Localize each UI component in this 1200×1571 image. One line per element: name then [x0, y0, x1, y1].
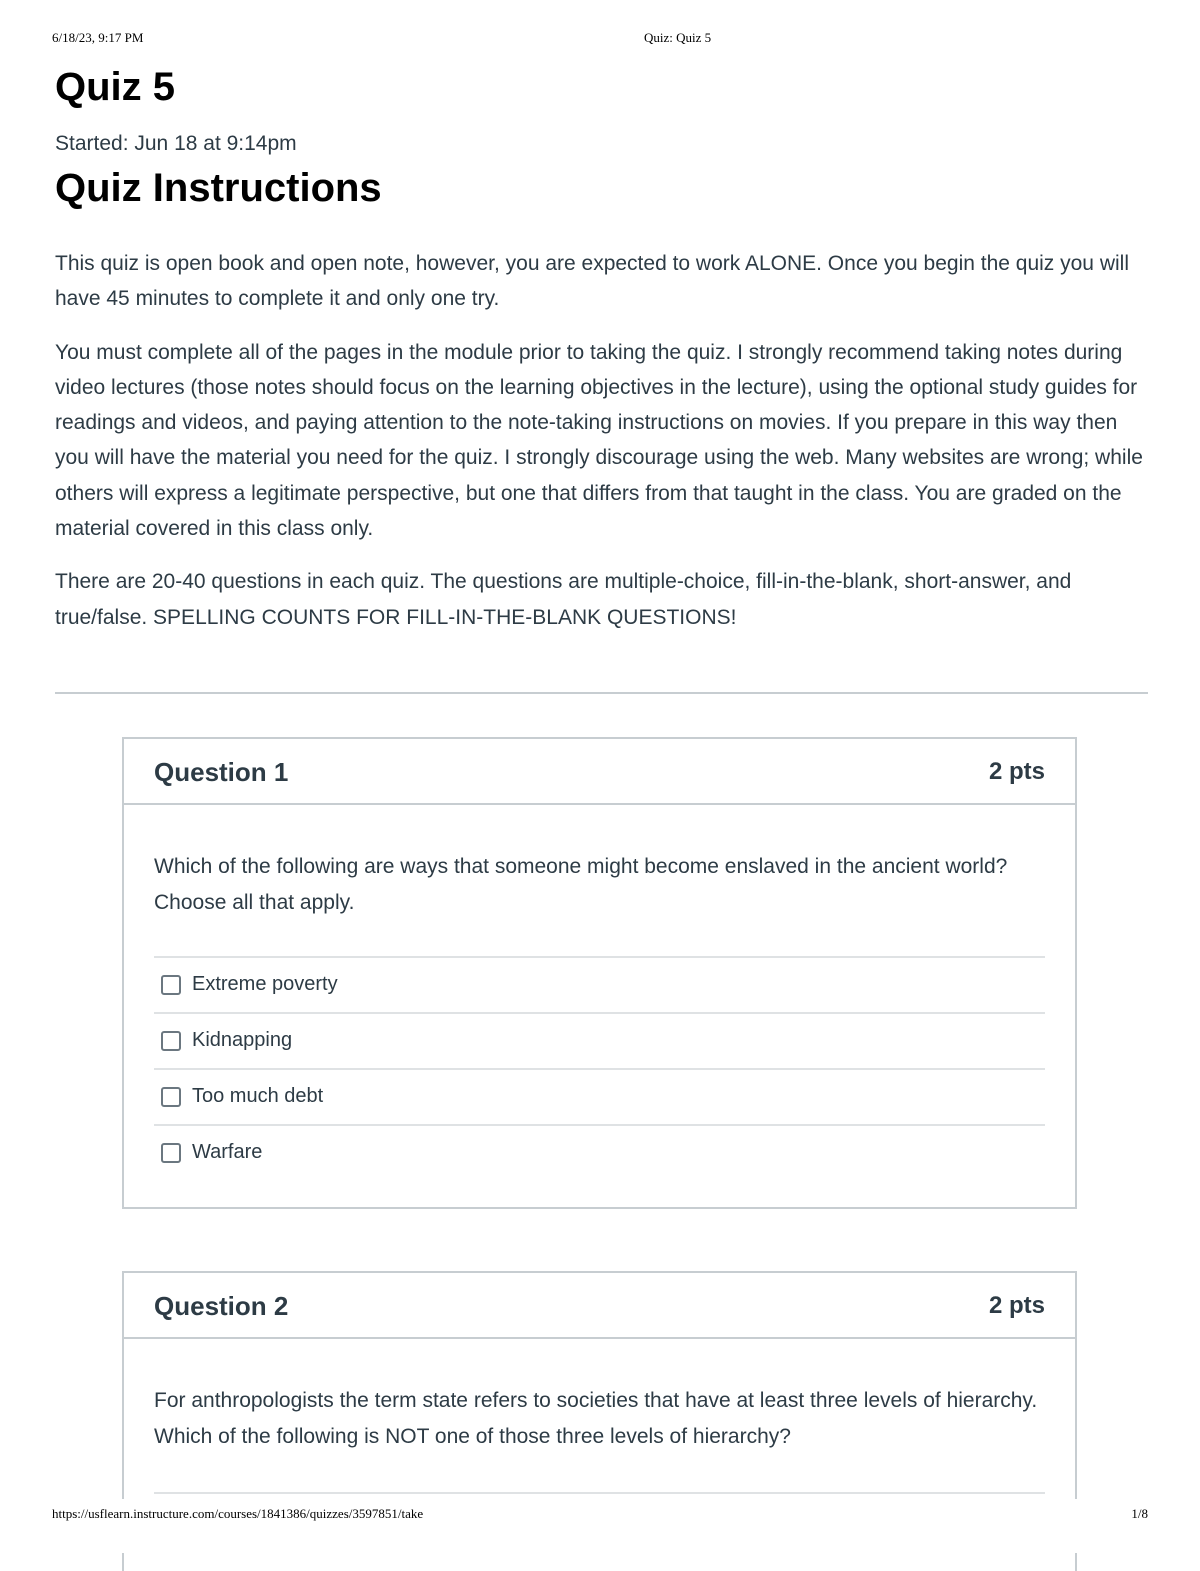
answer-option[interactable]	[154, 958, 1045, 1014]
print-header	[52, 30, 1148, 50]
question-card	[122, 737, 1077, 1209]
answer-list	[154, 956, 1045, 1180]
answer-checkbox[interactable]	[161, 1143, 181, 1163]
answer-label[interactable]: Kidnapping	[192, 1029, 293, 1051]
question-body	[124, 805, 1075, 1180]
question-title: Question 1	[154, 757, 289, 787]
answer-checkbox[interactable]	[161, 1031, 181, 1051]
page-number: 1/8	[1131, 1506, 1148, 1521]
started-timestamp: Started: Jun 18 at 9:14pm	[55, 132, 297, 155]
answer-label[interactable]: Too much debt	[192, 1085, 324, 1107]
question-points: 2 pts	[988, 758, 1045, 785]
instructions-paragraph: This quiz is open book and open note, however, you are expected to work ALONE. Once you begin the quiz you will have 45 minutes to complete it and only one try.	[55, 252, 1129, 311]
print-page-title: Quiz: Quiz 5	[644, 30, 712, 45]
instructions-paragraph: There are 20-40 questions in each quiz. The questions are multiple-choice, fill-in-the-blank, short-answer, and true/false. SPELLING COUNTS FOR FILL-IN-THE-BLANK QUESTIONS!	[55, 570, 1072, 629]
question-points: 2 pts	[988, 1292, 1045, 1319]
answer-option[interactable]	[154, 1126, 1045, 1180]
question-text: Which of the following are ways that someone might become enslaved in the ancient world? Choose all that apply.	[154, 855, 1008, 914]
page-url: https://usflearn.instructure.com/courses/1841386/quizzes/3597851/take	[52, 1506, 424, 1521]
quiz-content	[55, 62, 1148, 635]
question-text: For anthropologists the term state refers to societies that have at least three levels of hierarchy. Which of the following is NOT one of those three levels of hierarchy?	[154, 1389, 1038, 1448]
answer-label[interactable]: Warfare	[192, 1141, 263, 1163]
answer-option[interactable]	[154, 1014, 1045, 1070]
answer-checkbox[interactable]	[161, 1087, 181, 1107]
instructions-paragraph: You must complete all of the pages in the module prior to taking the quiz. I strongly recommend taking notes during video lectures (those notes should focus on the learning objectives in the lecture), using the optional study guides for readings and videos, and paying attention to the note-taking instructions on movies. If you prepare in this way then you will have the material you need for the quiz. I strongly discourage using the web. Many websites are wrong; while others will express a legitimate perspective, but one that differs from that taught in the class. You are graded on the material covered in this class only.	[55, 340, 1143, 541]
question-title: Question 2	[154, 1291, 289, 1321]
answer-checkbox[interactable]	[161, 975, 181, 995]
answer-option[interactable]	[154, 1070, 1045, 1126]
question-header	[124, 1273, 1075, 1339]
question-body	[124, 1339, 1075, 1514]
instructions-heading: Quiz Instructions	[55, 166, 382, 210]
page-title: Quiz 5	[55, 65, 176, 109]
question-header	[124, 739, 1075, 805]
section-divider	[55, 692, 1148, 694]
answer-label[interactable]: Extreme poverty	[192, 973, 338, 995]
print-datetime: 6/18/23, 9:17 PM	[52, 30, 144, 45]
print-footer	[52, 1506, 1148, 1526]
